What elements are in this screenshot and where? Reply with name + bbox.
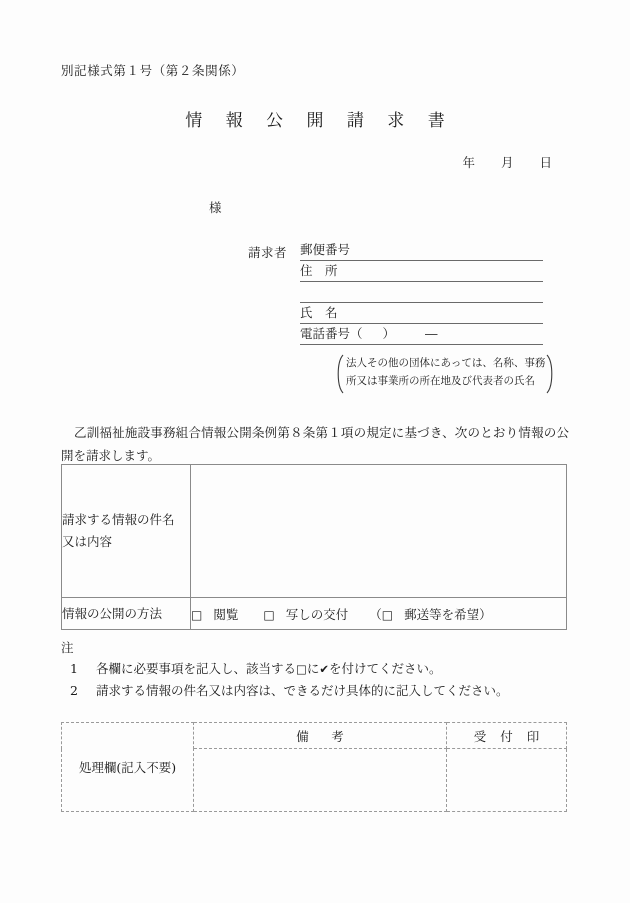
checkbox-mail-delivery[interactable]: □: [381, 607, 394, 622]
note-text-2: 請求する情報の件名又は内容は、できるだけ具体的に記入してください。: [96, 683, 509, 698]
note-text-1: [96, 658, 581, 680]
checkmark-icon: ✔: [319, 662, 330, 676]
list-item: [61, 680, 581, 702]
option-label-mail-delivery: 郵送等を希望: [404, 606, 480, 622]
requester-address-row[interactable]: [300, 261, 543, 282]
left-brace-icon: [336, 354, 345, 394]
option-label-copy-delivery: 写しの交付: [285, 606, 349, 622]
list-item: [61, 658, 581, 680]
date-month-label: 月: [500, 155, 514, 170]
date-day-label: 日: [539, 155, 552, 170]
processing-table: [61, 722, 567, 812]
note-number-2: 2: [70, 683, 78, 698]
notes-section: [61, 638, 581, 702]
receipt-seal-header: 受 付 印: [447, 723, 567, 749]
mail-option-open-paren: （: [369, 606, 382, 622]
telephone-open-paren: （: [350, 326, 363, 341]
note-1-text-after: を付けてください。: [329, 661, 442, 676]
requester-telephone-label: 電話番号: [300, 326, 351, 341]
request-subject-label-line-2: 又は内容: [62, 534, 113, 549]
telephone-close-paren: ）: [382, 326, 396, 341]
notes-heading: 注: [61, 640, 74, 655]
requester-postal-code-row[interactable]: [300, 240, 543, 261]
receipt-seal-cell[interactable]: [447, 749, 567, 812]
requester-fields: [300, 240, 543, 345]
requester-telephone-row[interactable]: [300, 324, 543, 345]
remarks-header: 備 考: [194, 723, 447, 749]
requester-address-continued-row[interactable]: [300, 282, 543, 303]
body-paragraph: 乙訓福祉施設事務組合情報公開条例第８条第１項の規定に基づき、次のとおり情報の公開を請求します。: [61, 425, 569, 463]
requester-postal-code-label: 郵便番号: [300, 242, 351, 257]
table-row: [62, 598, 567, 630]
mail-option-close-paren: ）: [479, 606, 492, 622]
checkbox-copy-delivery[interactable]: □: [263, 607, 275, 622]
corporate-note-text: [345, 354, 546, 394]
date-year-label: 年: [462, 155, 475, 170]
checkbox-inspection[interactable]: □: [191, 607, 203, 622]
table-row: [62, 723, 567, 749]
requester-name-label: 氏 名: [300, 305, 338, 320]
checkbox-glyph-icon: □: [296, 662, 307, 676]
requester-label: 請求者: [248, 245, 288, 260]
requester-name-row[interactable]: [300, 303, 543, 324]
page-title: 情 報 公 開 請 求 書: [185, 111, 454, 131]
table-row: [62, 465, 567, 598]
disclosure-method-options: [191, 598, 567, 630]
corporate-note-line-2: 所又は事業所の所在地及び代表者の氏名: [346, 375, 535, 387]
note-number-1: 1: [70, 661, 78, 676]
note-1-text-before: 各欄に必要事項を記入し、該当する: [96, 661, 297, 676]
disclosure-method-label: 情報の公開の方法: [62, 598, 191, 630]
right-brace-icon: [546, 354, 555, 394]
corporate-note: [336, 354, 548, 394]
telephone-dash: ―: [425, 326, 438, 341]
remarks-cell[interactable]: [194, 749, 447, 812]
request-table: [61, 464, 567, 630]
addressee-honorific: 様: [209, 200, 222, 215]
date-line: [462, 153, 552, 171]
note-1-text-middle: に: [306, 661, 320, 676]
requester-address-label: 住 所: [300, 263, 338, 278]
request-subject-label: [62, 465, 191, 598]
corporate-note-line-1: 法人その他の団体にあっては、名称、事務: [346, 357, 546, 369]
processing-column-label: 処理欄(記入不要): [62, 723, 194, 812]
request-subject-input[interactable]: [191, 465, 567, 598]
form-number: 別記様式第１号（第２条関係）: [61, 63, 245, 78]
option-label-inspection: 閲覧: [213, 606, 239, 622]
request-subject-label-line-1: 請求する情報の件名: [62, 512, 175, 527]
